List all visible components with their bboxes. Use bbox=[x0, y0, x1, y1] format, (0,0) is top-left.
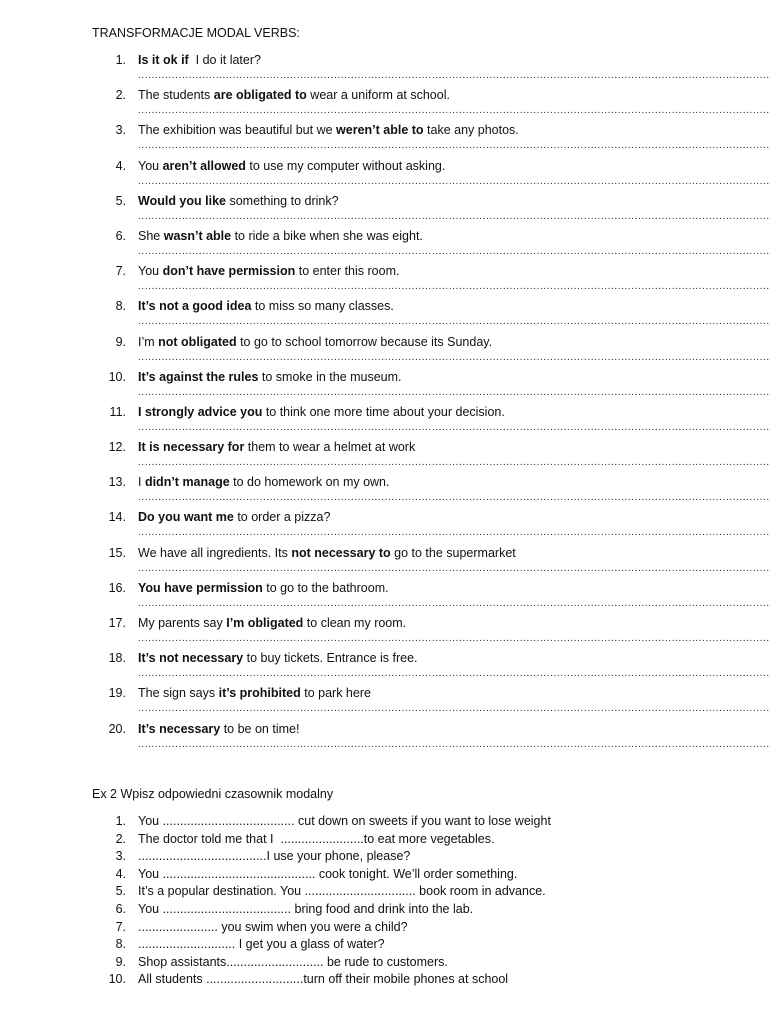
item-number: 1. bbox=[115, 814, 126, 828]
sentence bbox=[138, 686, 371, 700]
item-number: 7. bbox=[115, 264, 126, 279]
sentence-text: You bbox=[138, 158, 163, 173]
bold-phrase: Do you want me bbox=[138, 510, 234, 525]
answer-line[interactable]: ........................................................................................................................................................................................... bbox=[138, 245, 770, 257]
sentence bbox=[138, 194, 339, 208]
answer-line[interactable]: ........................................................................................................................................................................................... bbox=[138, 105, 770, 117]
bold-phrase: It’s not a good idea bbox=[138, 299, 252, 314]
sentence-text: I’m bbox=[138, 334, 159, 349]
bold-phrase: not obligated bbox=[158, 334, 237, 349]
sentence-text: to ride a bike when she was eight. bbox=[231, 228, 423, 243]
item-number: 18. bbox=[108, 651, 126, 666]
exercise2-item bbox=[0, 884, 768, 902]
item-number: 5. bbox=[115, 193, 126, 208]
exercise1-item bbox=[0, 546, 768, 581]
sentence bbox=[138, 581, 389, 595]
answer-line[interactable]: ........................................................................................................................................................................................... bbox=[138, 386, 770, 398]
bold-phrase: Would you like bbox=[138, 193, 226, 208]
exercise1-item bbox=[0, 722, 768, 757]
exercise2-list bbox=[0, 814, 768, 990]
exercise2-item bbox=[0, 937, 768, 955]
sentence-text: wear a uniform at school. bbox=[306, 88, 450, 103]
bold-phrase: didn’t manage bbox=[144, 475, 230, 490]
bold-phrase: It’s necessary bbox=[138, 721, 221, 736]
sentence bbox=[138, 299, 394, 313]
bold-phrase: Is it ok if bbox=[138, 53, 189, 67]
sentence bbox=[138, 475, 389, 489]
item-number: 1. bbox=[115, 53, 126, 67]
item-number: 6. bbox=[115, 901, 126, 916]
item-number: 12. bbox=[108, 440, 126, 455]
item-number: 20. bbox=[108, 721, 126, 736]
exercise2-item bbox=[0, 814, 768, 832]
item-number: 11. bbox=[109, 404, 126, 419]
worksheet-title: TRANSFORMACJE MODAL VERBS: bbox=[92, 26, 300, 40]
bold-phrase: are obligated to bbox=[213, 88, 307, 103]
gap-sentence: You ...................................... cut down on sweets if you want to lose weight bbox=[138, 814, 551, 828]
sentence-text: I do it later? bbox=[188, 53, 261, 67]
item-number: 9. bbox=[115, 954, 126, 969]
sentence-text: The exhibition was beautiful but we bbox=[138, 123, 337, 138]
bold-phrase: aren’t allowed bbox=[162, 158, 246, 173]
gap-sentence: It’s a popular destination. You ................................ book room in advance. bbox=[138, 884, 546, 899]
bold-phrase: You have permission bbox=[138, 580, 263, 595]
answer-line[interactable]: ........................................................................................................................................................................................... bbox=[138, 562, 770, 574]
sentence-text: go to the supermarket bbox=[390, 545, 516, 560]
sentence-text: We have all ingredients. Its bbox=[138, 545, 292, 560]
gap-sentence: .....................................I use your phone, please? bbox=[138, 849, 411, 864]
exercise1-item bbox=[0, 475, 768, 510]
sentence-text: to use my computer without asking. bbox=[245, 158, 446, 173]
bold-phrase: not necessary to bbox=[291, 545, 391, 560]
gap-sentence: The doctor told me that I ........................to eat more vegetables. bbox=[138, 831, 495, 846]
item-number: 10. bbox=[108, 369, 126, 384]
exercise2-item bbox=[0, 955, 768, 973]
exercise2-item bbox=[0, 867, 768, 885]
exercise1-item bbox=[0, 159, 768, 194]
exercise2-title: Ex 2 Wpisz odpowiedni czasownik modalny bbox=[92, 787, 334, 801]
bold-phrase: It is necessary for bbox=[138, 440, 245, 455]
bold-phrase: I strongly advice you bbox=[138, 404, 263, 419]
item-number: 7. bbox=[115, 919, 126, 934]
answer-line[interactable]: ........................................................................................................................................................................................... bbox=[138, 703, 770, 715]
exercise2-item bbox=[0, 972, 768, 990]
sentence-text: to order a pizza? bbox=[233, 510, 331, 525]
bold-phrase: It’s not necessary bbox=[138, 651, 244, 666]
exercise1-item bbox=[0, 405, 768, 440]
gap-sentence: All students ............................turn off their mobile phones at school bbox=[138, 972, 509, 987]
sentence bbox=[138, 123, 519, 137]
bold-phrase: wasn’t able bbox=[163, 228, 232, 243]
exercise1-item bbox=[0, 123, 768, 158]
sentence bbox=[138, 53, 261, 67]
bold-phrase: weren’t able to bbox=[336, 123, 424, 138]
exercise1-item bbox=[0, 335, 768, 370]
exercise1-item bbox=[0, 264, 768, 299]
item-number: 4. bbox=[115, 866, 126, 881]
sentence-text: to smoke in the museum. bbox=[258, 369, 402, 384]
bold-phrase: I’m obligated bbox=[226, 616, 304, 630]
sentence-text: The students bbox=[138, 88, 214, 103]
exercise2-item bbox=[0, 849, 768, 867]
sentence-text: to be on time! bbox=[220, 721, 300, 736]
item-number: 9. bbox=[115, 334, 126, 349]
exercise1-item bbox=[0, 229, 768, 264]
sentence-text: to do homework on my own. bbox=[229, 475, 390, 490]
sentence-text: The sign says bbox=[138, 686, 219, 701]
exercise1-item bbox=[0, 510, 768, 545]
sentence bbox=[138, 616, 406, 630]
sentence-text: to enter this room. bbox=[295, 264, 400, 279]
bold-phrase: it’s prohibited bbox=[218, 686, 301, 701]
answer-line[interactable]: ........................................................................................................................................................................................... bbox=[138, 351, 770, 363]
exercise1-item bbox=[0, 53, 768, 88]
item-number: 6. bbox=[115, 228, 126, 243]
item-number: 14. bbox=[108, 510, 126, 525]
item-number: 10. bbox=[108, 972, 126, 987]
answer-line[interactable]: ........................................................................................................................................................................................... bbox=[138, 316, 770, 328]
item-number: 8. bbox=[115, 937, 126, 952]
sentence bbox=[138, 370, 402, 384]
item-number: 15. bbox=[108, 545, 126, 560]
item-number: 17. bbox=[108, 616, 126, 630]
item-number: 19. bbox=[108, 686, 126, 701]
sentence bbox=[138, 510, 330, 524]
gap-sentence: You ............................................ cook tonight. We’ll order something. bbox=[138, 866, 518, 881]
answer-line[interactable]: ........................................................................................................................................................................................... bbox=[138, 210, 770, 222]
exercise1-item bbox=[0, 88, 768, 123]
bold-phrase: don’t have permission bbox=[162, 264, 296, 279]
sentence-text: to think one more time about your decision. bbox=[262, 404, 505, 419]
sentence-text: to go to school tomorrow because its Sunday. bbox=[236, 334, 493, 349]
answer-line[interactable]: ........................................................................................................................................................................................... bbox=[138, 633, 770, 644]
sentence-text: to go to the bathroom. bbox=[262, 580, 389, 595]
sentence bbox=[138, 159, 445, 173]
gap-sentence: Shop assistants............................ be rude to customers. bbox=[138, 954, 448, 969]
item-number: 8. bbox=[115, 299, 126, 314]
sentence-text: take any photos. bbox=[423, 123, 519, 138]
item-number: 2. bbox=[115, 831, 126, 846]
item-number: 4. bbox=[115, 158, 126, 173]
item-number: 13. bbox=[108, 475, 126, 490]
exercise1-item bbox=[0, 194, 768, 229]
exercise1-item bbox=[0, 581, 768, 616]
sentence bbox=[138, 546, 516, 560]
sentence-text: something to drink? bbox=[225, 193, 339, 208]
answer-line[interactable]: ........................................................................................................................................................................................... bbox=[138, 421, 770, 433]
sentence-text: to park here bbox=[300, 686, 371, 701]
exercise2-item bbox=[0, 902, 768, 920]
bold-phrase: It’s against the rules bbox=[138, 369, 259, 384]
gap-sentence: You ..................................... bring food and drink into the lab. bbox=[138, 901, 474, 916]
sentence bbox=[138, 229, 423, 243]
answer-line[interactable]: ........................................................................................................................................................................................... bbox=[138, 140, 770, 152]
answer-line[interactable]: ........................................................................................................................................................................................... bbox=[138, 597, 770, 609]
answer-line[interactable]: ........................................................................................................................................................................................... bbox=[138, 70, 770, 81]
answer-line[interactable]: ........................................................................................................................................................................................... bbox=[138, 738, 770, 750]
item-number: 3. bbox=[115, 849, 126, 864]
sentence bbox=[138, 88, 450, 102]
answer-line[interactable]: ........................................................................................................................................................................................... bbox=[138, 492, 770, 504]
answer-line[interactable]: ........................................................................................................................................................................................... bbox=[138, 527, 770, 539]
answer-line[interactable]: ........................................................................................................................................................................................... bbox=[138, 457, 770, 469]
sentence bbox=[138, 264, 399, 278]
exercise1-item bbox=[0, 440, 768, 475]
answer-line[interactable]: ........................................................................................................................................................................................... bbox=[138, 668, 770, 680]
sentence-text: to buy tickets. Entrance is free. bbox=[243, 651, 418, 666]
exercise2-item bbox=[0, 832, 768, 850]
exercise1-item bbox=[0, 651, 768, 686]
exercise1-item bbox=[0, 686, 768, 721]
item-number: 2. bbox=[115, 88, 126, 103]
item-number: 16. bbox=[108, 580, 126, 595]
exercise1-item bbox=[0, 370, 768, 405]
gap-sentence: ............................ I get you a glass of water? bbox=[138, 937, 385, 952]
item-number: 5. bbox=[115, 884, 126, 899]
exercise2-item bbox=[0, 920, 768, 938]
exercise1-list bbox=[0, 53, 768, 757]
sentence-text: You bbox=[138, 264, 163, 279]
gap-sentence: ....................... you swim when you were a child? bbox=[138, 919, 408, 934]
sentence bbox=[138, 335, 492, 349]
exercise1-item bbox=[0, 299, 768, 334]
exercise1-item bbox=[0, 616, 768, 651]
sentence-text: them to wear a helmet at work bbox=[244, 440, 416, 455]
sentence bbox=[138, 722, 299, 736]
sentence bbox=[138, 651, 418, 665]
sentence-text: She bbox=[138, 228, 164, 243]
sentence bbox=[138, 405, 505, 419]
sentence-text: I bbox=[138, 475, 145, 490]
sentence-text: to clean my room. bbox=[303, 616, 407, 630]
answer-line[interactable]: ........................................................................................................................................................................................... bbox=[138, 175, 770, 187]
sentence-text: My parents say bbox=[138, 616, 227, 630]
item-number: 3. bbox=[115, 123, 126, 138]
sentence-text: to miss so many classes. bbox=[251, 299, 394, 314]
sentence bbox=[138, 440, 415, 454]
answer-line[interactable]: ........................................................................................................................................................................................... bbox=[138, 281, 770, 293]
